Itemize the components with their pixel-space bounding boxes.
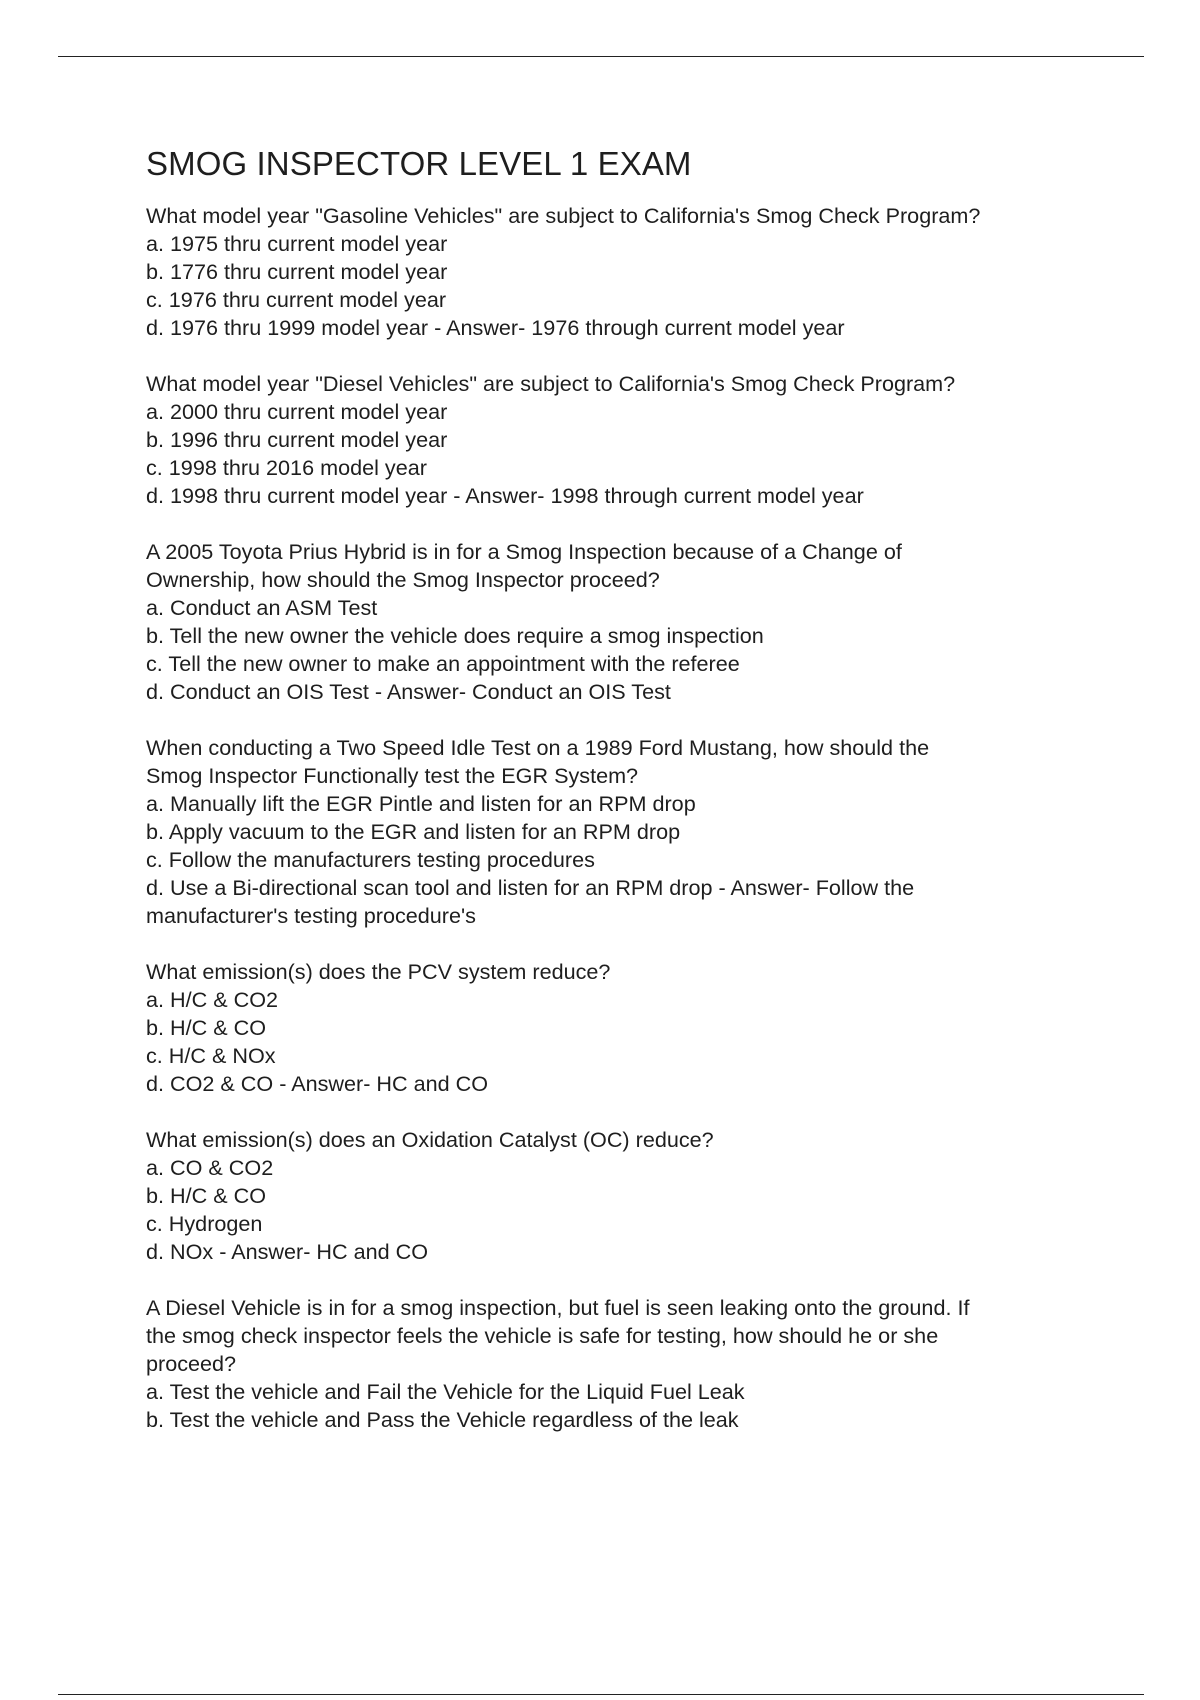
question-text: What emission(s) does an Oxidation Catalyst (OC) reduce?: [146, 1127, 714, 1152]
question-text: A Diesel Vehicle is in for a smog inspection, but fuel is seen leaking onto the ground. If the smog check inspector feels the vehicle is safe for testing, how should he or she proceed?: [146, 1295, 970, 1376]
question-block-1: [146, 202, 1096, 342]
answer-option: d. 1976 thru 1999 model year - Answer- 1976 through current model year: [146, 315, 845, 340]
answer-option: a. 2000 thru current model year: [146, 399, 448, 424]
answer-option: c. Hydrogen: [146, 1211, 263, 1236]
answer-option: b. 1776 thru current model year: [146, 259, 448, 284]
answer-option: b. Tell the new owner the vehicle does require a smog inspection: [146, 623, 764, 648]
document-body: [146, 140, 1096, 1462]
question-block-4: [146, 734, 1096, 930]
answer-option: a. Manually lift the EGR Pintle and listen for an RPM drop: [146, 791, 696, 816]
answer-option: d. NOx - Answer- HC and CO: [146, 1239, 428, 1264]
question-block-3: [146, 538, 1096, 706]
answer-option: a. Test the vehicle and Fail the Vehicle for the Liquid Fuel Leak: [146, 1379, 745, 1404]
top-rule: [58, 56, 1144, 57]
question-block-5: [146, 958, 1096, 1098]
question-text: What emission(s) does the PCV system reduce?: [146, 959, 611, 984]
answer-option: d. Use a Bi-directional scan tool and listen for an RPM drop - Answer- Follow the manufacturer's testing procedure's: [146, 875, 915, 928]
answer-option: d. CO2 & CO - Answer- HC and CO: [146, 1071, 488, 1096]
answer-option: b. 1996 thru current model year: [146, 427, 448, 452]
question-text: What model year "Diesel Vehicles" are subject to California's Smog Check Program?: [146, 371, 956, 396]
page-title: SMOG INSPECTOR LEVEL 1 EXAM: [146, 145, 692, 182]
question-text: A 2005 Toyota Prius Hybrid is in for a Smog Inspection because of a Change of Ownership, how should the Smog Inspector proceed?: [146, 539, 902, 592]
answer-option: c. 1998 thru 2016 model year: [146, 455, 427, 480]
answer-option: b. Test the vehicle and Pass the Vehicle regardless of the leak: [146, 1407, 739, 1432]
question-text: When conducting a Two Speed Idle Test on a 1989 Ford Mustang, how should the Smog Inspector Functionally test the EGR System?: [146, 735, 930, 788]
answer-option: b. H/C & CO: [146, 1015, 266, 1040]
question-block-7: [146, 1294, 1096, 1434]
question-block-2: [146, 370, 1096, 510]
answer-option: c. Follow the manufacturers testing procedures: [146, 847, 595, 872]
answer-option: b. H/C & CO: [146, 1183, 266, 1208]
bottom-rule: [58, 1694, 1144, 1695]
answer-option: d. 1998 thru current model year - Answer- 1998 through current model year: [146, 483, 864, 508]
answer-option: a. 1975 thru current model year: [146, 231, 448, 256]
answer-option: c. H/C & NOx: [146, 1043, 276, 1068]
answer-option: b. Apply vacuum to the EGR and listen for an RPM drop: [146, 819, 681, 844]
answer-option: d. Conduct an OIS Test - Answer- Conduct an OIS Test: [146, 679, 671, 704]
answer-option: c. 1976 thru current model year: [146, 287, 447, 312]
answer-option: a. Conduct an ASM Test: [146, 595, 378, 620]
answer-option: c. Tell the new owner to make an appointment with the referee: [146, 651, 740, 676]
answer-option: a. H/C & CO2: [146, 987, 278, 1012]
answer-option: a. CO & CO2: [146, 1155, 274, 1180]
question-block-6: [146, 1126, 1096, 1266]
question-text: What model year "Gasoline Vehicles" are subject to California's Smog Check Program?: [146, 203, 981, 228]
